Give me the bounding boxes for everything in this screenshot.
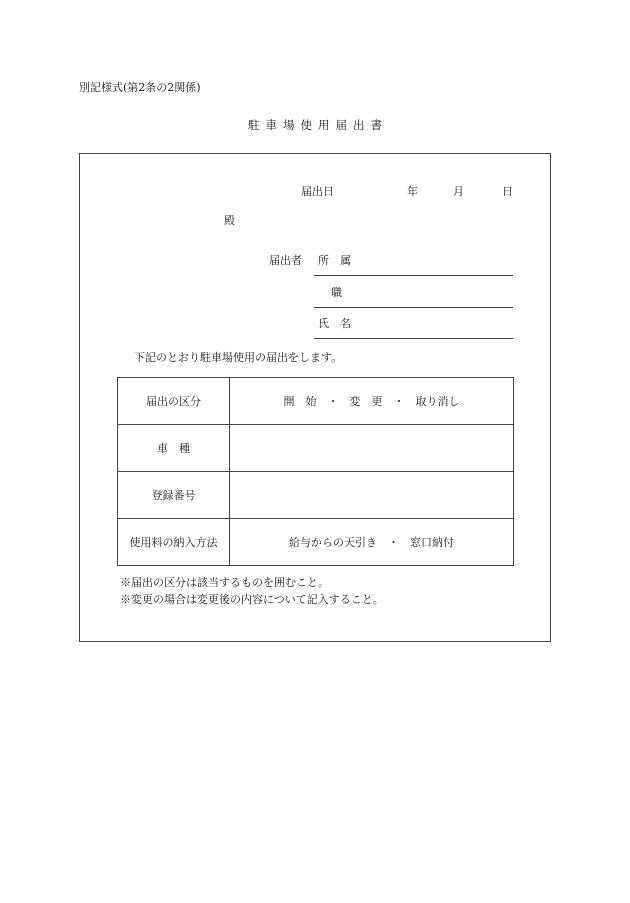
applicant-label: 届出者	[269, 254, 302, 267]
row-label-payment-method: 使用料の納入方法	[118, 519, 230, 566]
date-day-label: 日	[502, 185, 513, 198]
position-line[interactable]	[314, 307, 513, 308]
note-2: ※変更の場合は変更後の内容について記入すること。	[120, 593, 384, 606]
row-value-registration-number[interactable]	[230, 472, 514, 519]
position-label: 職	[331, 286, 342, 299]
date-year-label: 年	[407, 185, 418, 198]
row-value-category[interactable]: 開 始 ・ 変 更 ・ 取り消し	[230, 378, 514, 425]
addressee-suffix: 殿	[224, 214, 235, 227]
intro-text: 下記のとおり駐車場使用の届出をします。	[134, 351, 343, 364]
name-line[interactable]	[314, 338, 513, 339]
row-label-category: 届出の区分	[118, 378, 230, 425]
table-row	[118, 519, 514, 566]
table-row	[118, 472, 514, 519]
table-row	[118, 378, 514, 425]
form-title: 駐車場使用届出書	[248, 118, 388, 132]
row-label-vehicle-type: 車 種	[118, 425, 230, 472]
header-note: 別記様式(第2条の2関係)	[79, 81, 201, 94]
name-label: 氏 名	[318, 317, 351, 330]
note-1: ※届出の区分は該当するものを囲むこと。	[120, 576, 329, 589]
date-month-label: 月	[453, 185, 464, 198]
row-label-registration-number: 登録番号	[118, 472, 230, 519]
affiliation-label: 所 属	[318, 254, 351, 267]
row-value-vehicle-type[interactable]	[230, 425, 514, 472]
table-row	[118, 425, 514, 472]
row-value-payment-method[interactable]: 給与からの天引き ・ 窓口納付	[230, 519, 514, 566]
affiliation-line[interactable]	[314, 275, 513, 276]
date-label: 届出日	[301, 185, 334, 198]
details-table	[117, 377, 514, 566]
